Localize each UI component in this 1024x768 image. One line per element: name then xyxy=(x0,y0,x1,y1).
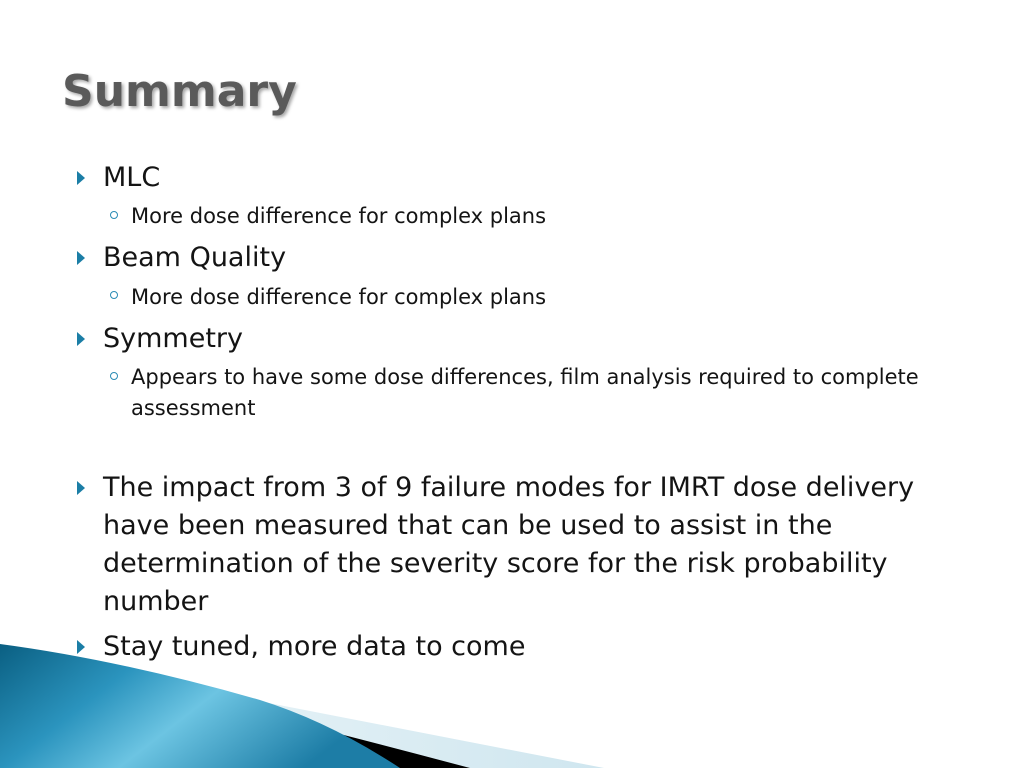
bullet-beam-quality: Beam Quality xyxy=(103,242,287,273)
sub-bullet-symmetry: Appears to have some dose differences, film analysis required to complete assessment xyxy=(131,365,919,420)
bullet-symmetry: Symmetry xyxy=(103,323,243,354)
slide-title: Summary xyxy=(62,66,297,117)
bullet-impact: The impact from 3 of 9 failure modes for IMRT dose delivery have been measured that can be used to assist in the determination of the severity score for the risk probability number xyxy=(103,472,915,617)
wave-blue-band xyxy=(0,644,400,768)
sub-bullet-beam-quality: More dose difference for complex plans xyxy=(131,285,547,309)
sub-bullet-mlc: More dose difference for complex plans xyxy=(131,204,547,228)
bullet-stay-tuned: Stay tuned, more data to come xyxy=(103,631,526,662)
bullet-mlc: MLC xyxy=(103,162,161,193)
